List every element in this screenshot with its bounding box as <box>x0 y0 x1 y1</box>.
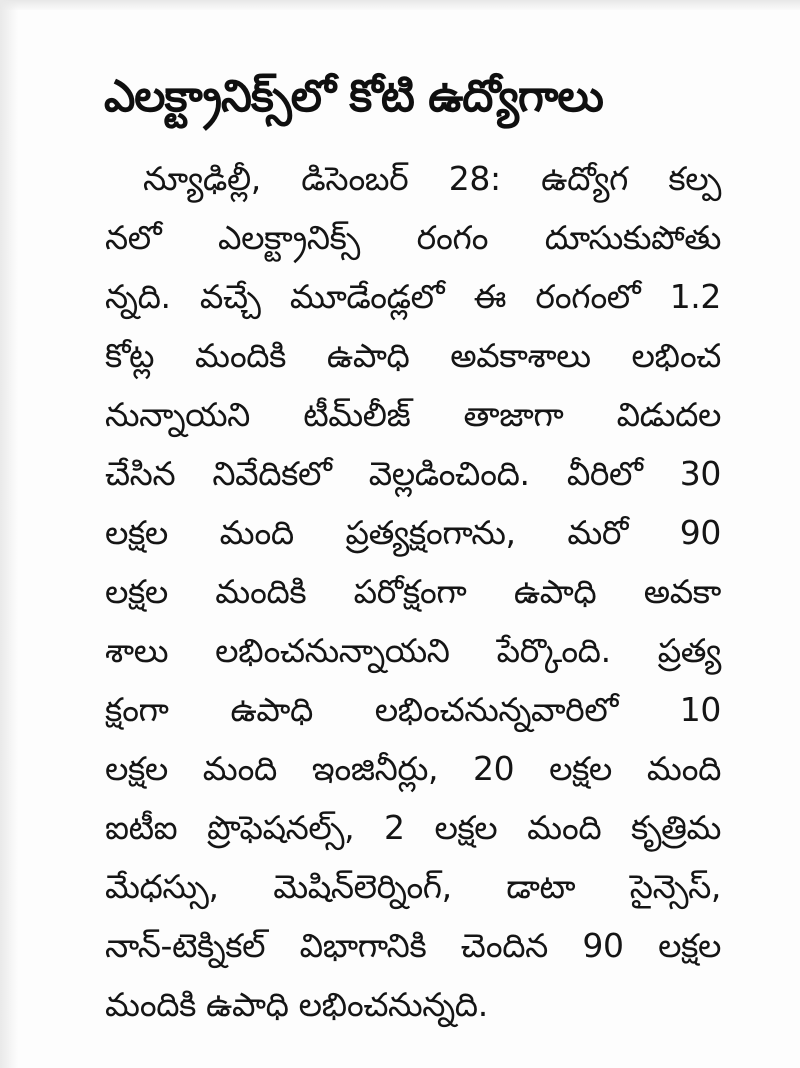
article-line-10: క్షంగా ఉపాధి లభించనున్నవారిలో 10 <box>105 690 721 729</box>
article-line-5: నున్నాయని టీమ్‌లీజ్ తాజాగా విడుదల <box>105 395 721 434</box>
article-line-6: చేసిన నివేదికలో వెల్లడించింది. వీరిలో 30 <box>105 454 721 493</box>
article-body <box>105 148 721 1048</box>
top-paper-edge <box>0 0 800 10</box>
article-line-4: కోట్ల మందికి ఉపాధి అవకాశాలు లభించ <box>105 336 721 375</box>
left-page-shadow <box>0 0 18 1068</box>
article-line-7: లక్షల మంది ప్రత్యక్షంగాను, మరో 90 <box>105 513 721 552</box>
article-line-11: లక్షల మంది ఇంజినీర్లు, 20 లక్షల మంది <box>105 749 721 788</box>
article-line-13: మేధస్సు, మెషిన్‌లెర్నింగ్, డాటా సైన్సెస్, <box>105 867 721 906</box>
article-line-2: నలో ఎలక్ట్రానిక్స్ రంగం దూసుకుపోతు <box>105 218 721 257</box>
article-line-8: లక్షల మందికి పరోక్షంగా ఉపాధి అవకా <box>105 572 721 611</box>
article-line-12: ఐటీఐ ప్రొఫెషనల్స్, 2 లక్షల మంది కృత్రిమ <box>105 808 721 847</box>
article-line-1: న్యూఢిల్లీ, డిసెంబర్ 28: ఉద్యోగ కల్ప <box>143 159 721 198</box>
article-line-14: నాన్-టెక్నికల్ విభాగానికి చెందిన 90 లక్షల <box>105 926 721 965</box>
article-line-3: న్నది. వచ్చే మూడేండ్లలో ఈ రంగంలో 1.2 <box>105 277 721 316</box>
article-headline: ఎలక్ట్రానిక్స్‌లో కోటి ఉద్యోగాలు <box>104 71 603 122</box>
article-line-9: శాలు లభించనున్నాయని పేర్కొంది. ప్రత్య <box>105 631 721 670</box>
article-line-15: మందికి ఉపాధి లభించనున్నది. <box>105 985 488 1024</box>
